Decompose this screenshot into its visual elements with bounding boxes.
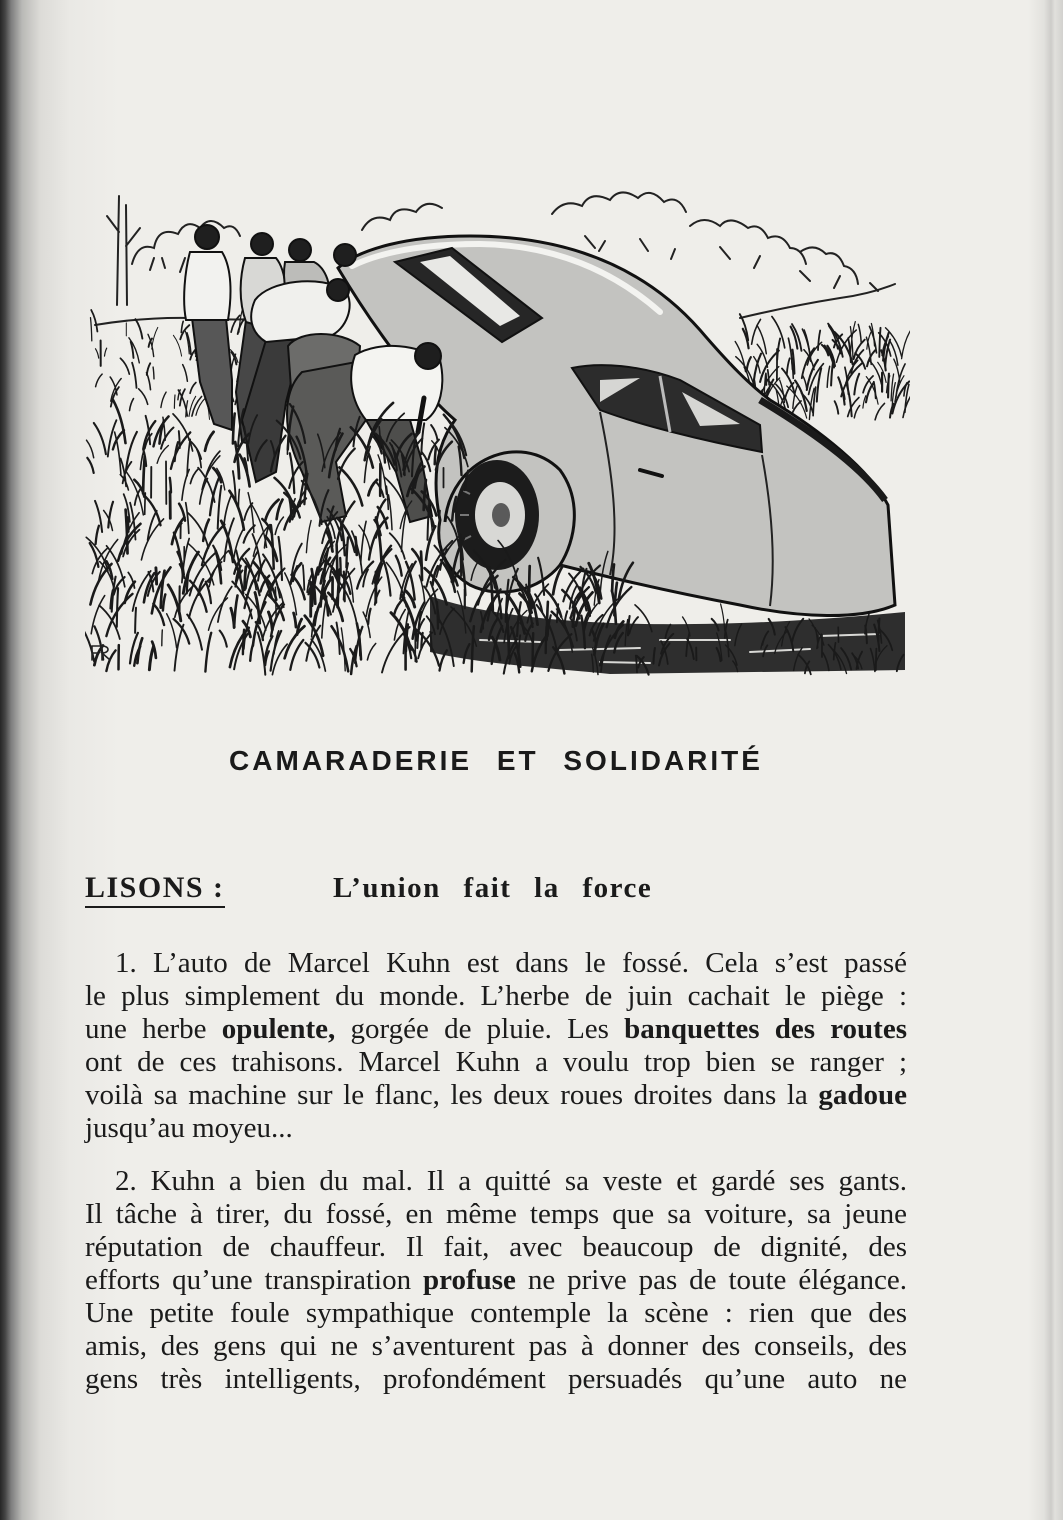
- grass-blade: [87, 440, 94, 458]
- grass-blade: [879, 328, 880, 357]
- text-line: [85, 1079, 907, 1112]
- grass-blade: [431, 425, 438, 440]
- grass-blade: [205, 633, 211, 672]
- grass-blade: [156, 568, 157, 584]
- section-label: LISONS :: [85, 870, 225, 908]
- vocabulary-term: gadoue: [818, 1079, 907, 1111]
- grass-blade: [108, 420, 117, 456]
- grass-blade: [290, 499, 292, 514]
- text-line: [85, 1330, 907, 1363]
- grass-blade: [157, 446, 168, 464]
- grass-blade: [220, 631, 227, 647]
- text-segment: gorgée de pluie. Les: [335, 1013, 625, 1045]
- text-segment: efforts qu’une transpiration: [85, 1264, 423, 1296]
- grass-blade: [818, 331, 820, 351]
- text-line: [85, 1046, 907, 1079]
- grass-blade: [294, 613, 296, 627]
- grass-blade: [612, 565, 614, 592]
- grass-blade: [238, 489, 239, 506]
- grass-blade: [96, 374, 103, 387]
- grass-blade: [161, 428, 174, 449]
- grass-blade: [161, 392, 166, 407]
- grass-blade: [277, 500, 283, 520]
- grass-blade: [190, 383, 196, 394]
- grass-blade: [96, 526, 99, 544]
- grass-blade: [183, 365, 188, 382]
- grass-blade: [315, 603, 321, 625]
- grass-blade: [876, 649, 877, 671]
- grass-blade: [126, 432, 137, 470]
- grass-blade: [91, 310, 97, 332]
- grass-blade: [90, 543, 99, 567]
- chapter-title: CAMARADERIE ET SOLIDARITÉ: [229, 745, 763, 776]
- grass-blade: [866, 383, 874, 403]
- grass-blade: [170, 478, 171, 493]
- grass-blade: [529, 566, 530, 592]
- grass-blade: [133, 571, 151, 611]
- grass-blade: [306, 626, 320, 661]
- grass-blade: [94, 423, 106, 454]
- grass-blade: [435, 447, 436, 464]
- grass-blade: [328, 593, 342, 621]
- grass-blade: [858, 324, 861, 342]
- grass-blade: [148, 511, 157, 540]
- grass-blade: [303, 565, 304, 590]
- grass-blade: [87, 458, 93, 473]
- grass-blade: [132, 363, 136, 388]
- grass-blade: [258, 632, 266, 674]
- reading-title: L’union fait la force: [333, 872, 653, 904]
- grass-blade: [186, 503, 189, 534]
- text-line: [85, 947, 907, 980]
- grass-blade: [233, 414, 235, 444]
- grass-blade: [120, 358, 129, 374]
- grass-blade: [344, 572, 345, 602]
- text-segment: une herbe: [85, 1013, 222, 1045]
- grass-blade: [768, 370, 769, 385]
- person-1: [184, 225, 232, 430]
- text-segment: le plus simplement du monde. L’herbe de juin cachait le piège :: [85, 980, 907, 1012]
- text-segment: ne prive pas de toute élégance.: [515, 1264, 908, 1296]
- text-segment: Il tâche à tirer, du fossé, en même temps que sa voiture, sa jeune: [85, 1198, 907, 1230]
- grass-blade: [248, 493, 254, 533]
- vocabulary-term: banquettes des routes: [624, 1013, 907, 1045]
- grass-blade: [337, 544, 338, 576]
- grass-blade: [306, 521, 311, 553]
- text-segment: Une petite foule sympathique contemple la scène : rien que des: [85, 1297, 907, 1329]
- paragraph-2: [85, 1165, 907, 1396]
- grass-blade: [791, 327, 798, 349]
- grass-blade: [752, 319, 761, 344]
- grass-blade: [139, 389, 148, 405]
- grass-blade: [135, 319, 142, 339]
- grass-blade: [224, 495, 232, 527]
- text-segment: 2. Kuhn a bien du mal. Il a quitté sa veste et gardé ses gants.: [115, 1165, 907, 1197]
- grass-blade: [162, 630, 163, 646]
- text-line: [85, 1198, 907, 1231]
- grass-blade: [105, 348, 107, 356]
- grass-blade: [827, 366, 830, 387]
- grass-blade: [174, 395, 175, 408]
- text-line: [85, 1112, 907, 1145]
- grass-blade: [96, 349, 99, 358]
- grass-blade: [902, 331, 910, 359]
- text-line: [85, 1363, 907, 1396]
- grass-blade: [181, 321, 183, 332]
- text-line: [85, 1297, 907, 1330]
- vocabulary-term: opulente,: [221, 1013, 336, 1045]
- grass-blade: [163, 594, 165, 610]
- grass-blade: [875, 403, 884, 419]
- grass-blade: [835, 401, 839, 414]
- grass-blade: [91, 318, 92, 341]
- grass-blade: [153, 367, 154, 379]
- illustration: [85, 180, 910, 680]
- grass-blade: [368, 609, 370, 624]
- grass-blade: [355, 537, 356, 555]
- text-line: [85, 1231, 907, 1264]
- grass-blade: [137, 638, 142, 663]
- text-line: [85, 980, 907, 1013]
- grass-blade: [130, 399, 134, 411]
- text-segment: réputation de chauffeur. Il fait, avec beaucoup de dignité, des: [85, 1231, 907, 1263]
- grass-blade: [421, 552, 422, 581]
- grass-blade: [396, 556, 402, 576]
- grass-blade: [290, 640, 303, 670]
- grass-blade: [854, 374, 859, 395]
- grass-blade: [196, 397, 206, 415]
- text-segment: 1. L’auto de Marcel Kuhn est dans le fossé. Cela s’est passé: [115, 947, 907, 979]
- grass-blade: [172, 517, 185, 544]
- grass-blade: [324, 549, 328, 585]
- grass-blade: [817, 368, 821, 401]
- text-segment: jusqu’au moyeu...: [85, 1112, 293, 1144]
- grass-blade: [149, 647, 153, 670]
- text-segment: amis, des gens qui ne s’aventurent pas à donner des conseils, des: [85, 1330, 907, 1362]
- paragraph-1: [85, 947, 907, 1145]
- grass-blade: [787, 358, 790, 374]
- grass-blade: [854, 406, 859, 418]
- grass-blade: [777, 339, 780, 360]
- grass-blade: [437, 602, 438, 629]
- grass-blade: [747, 357, 751, 370]
- vocabulary-term: profuse: [423, 1264, 516, 1296]
- grass-blade: [421, 423, 424, 454]
- grass-blade: [106, 650, 115, 671]
- text-line: [85, 1165, 907, 1198]
- grass-blade: [205, 432, 214, 451]
- grass-blade: [831, 363, 833, 385]
- grass-blade: [234, 596, 237, 628]
- text-segment: voilà sa machine sur le flanc, les deux roues droites dans la: [85, 1079, 819, 1111]
- grass-blade: [91, 596, 105, 634]
- grass-blade: [250, 645, 253, 661]
- grass-blade: [147, 363, 150, 375]
- text-segment: ont de ces trahisons. Marcel Kuhn a voulu trop bien se ranger ;: [85, 1046, 907, 1078]
- grass-blade: [322, 596, 327, 638]
- grass-blade: [386, 486, 388, 509]
- grass-blade: [135, 608, 136, 633]
- grass-blade: [614, 583, 617, 616]
- text-line: [85, 1264, 907, 1297]
- grass-blade: [190, 468, 198, 483]
- grass-blade: [143, 457, 145, 494]
- grass-blade: [182, 470, 189, 501]
- text-segment: gens très intelligents, profondément persuadés qu’une auto ne: [85, 1363, 907, 1395]
- grass-blade: [117, 588, 118, 627]
- grass-blade: [389, 495, 393, 530]
- text-line: [85, 1013, 907, 1046]
- grass-blade: [218, 587, 232, 622]
- grass-blade: [367, 644, 375, 660]
